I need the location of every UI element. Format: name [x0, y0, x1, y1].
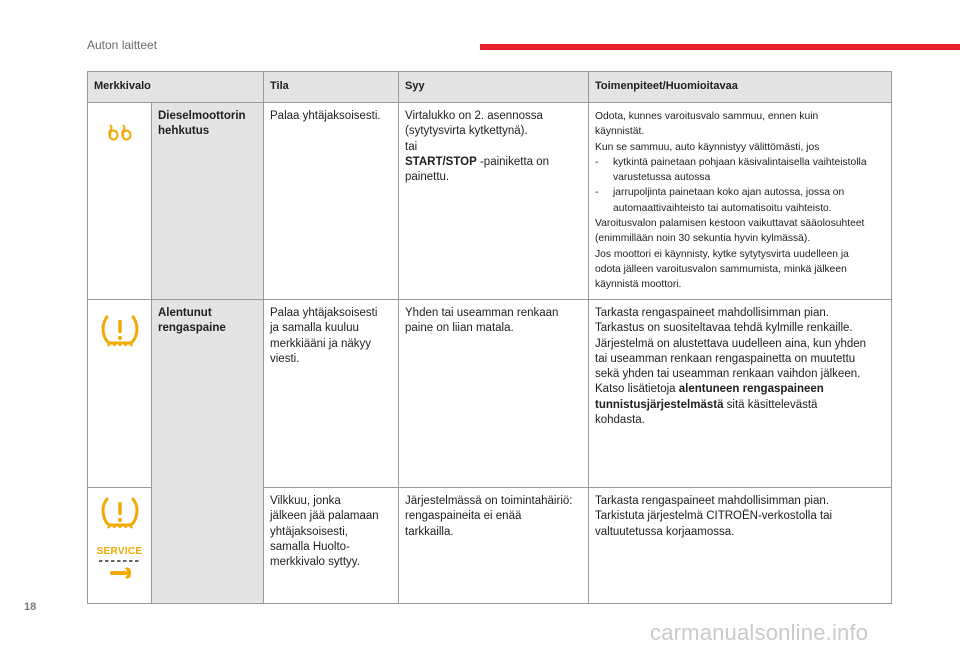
state-text: Palaa yhtäjaksoisesti: [270, 307, 378, 319]
lamp-name: [152, 300, 264, 604]
page-number: 18: [24, 601, 37, 613]
icon-cell: [88, 103, 152, 300]
tyre-pressure-warning-icon: [100, 496, 140, 532]
tyre-pressure-warning-icon: [100, 314, 140, 350]
cause-text: Virtalukko on 2. asennossa: [405, 110, 543, 122]
list-dash: -: [595, 187, 599, 199]
cause-text: Yhden tai useamman renkaan: [405, 307, 559, 319]
cause-cell: [399, 300, 589, 488]
cause-text-rest: -painiketta on: [476, 155, 550, 168]
cause-text: tarkkailla.: [405, 525, 454, 538]
accent-bar: [480, 44, 960, 50]
list-text: [613, 185, 844, 216]
lamp-name-line: hehkutus: [158, 125, 210, 138]
section-title: Auton laitteet: [87, 38, 158, 52]
cause-text: rengaspaineita ei enää: [405, 510, 522, 523]
action-text: odota jälleen varoitusvalon sammumista, minkä jälkeen: [595, 263, 847, 275]
cause-text: [405, 155, 582, 170]
action-cell: [589, 488, 892, 604]
table-header-row: [88, 72, 892, 103]
column-header-state: Tila: [264, 72, 399, 103]
state-cell: [264, 103, 399, 300]
action-text: Kun se sammuu, auto käynnistyy välittömästi, jos: [595, 141, 820, 153]
list-dash: -: [595, 156, 599, 168]
action-text: Tarkasta rengaspaineet mahdollisimman pian.: [595, 307, 829, 319]
cause-text: Järjestelmässä on toimintahäiriö:: [405, 495, 573, 507]
cause-cell: [399, 103, 589, 300]
state-text: merkkiääni ja näkyy: [270, 337, 371, 350]
cause-text: (sytytysvirta kytkettynä).: [405, 125, 528, 138]
cross-reference: tunnistusjärjestelmästä: [595, 398, 724, 411]
list-text: [613, 155, 867, 186]
column-header-cause: Syy: [399, 72, 589, 103]
cross-reference: alentuneen rengaspaineen: [678, 383, 824, 396]
cause-text: tai: [405, 140, 418, 153]
action-cell: [589, 300, 892, 488]
action-text: Varoitusvalon palamisen kestoon vaikuttavat sääolosuhteet: [595, 218, 865, 230]
state-text: ja samalla kuuluu: [270, 322, 359, 335]
cause-cell: [399, 488, 589, 604]
action-text: kohdasta.: [595, 414, 645, 427]
service-wrench-icon: [98, 558, 142, 582]
action-text: Tarkasta rengaspaineet mahdollisimman pian.: [595, 495, 829, 507]
cause-text: paine on liian matala.: [405, 322, 514, 335]
icon-cell: [88, 300, 152, 488]
watermark: carmanualsonline.info: [650, 620, 869, 645]
start-stop-label: START/STOP: [405, 155, 477, 168]
cause-text: painettu.: [405, 171, 450, 184]
action-text: Tarkistuta järjestelmä CITROËN-verkostolla tai: [595, 510, 833, 523]
lamp-name-line: Dieselmoottorin: [158, 110, 246, 122]
column-header-action: Toimenpiteet/Huomioitavaa: [589, 72, 892, 103]
action-text: [595, 398, 885, 413]
action-text: tai useamman renkaan rengaspainetta on muutettu: [595, 352, 856, 365]
action-text: valtuutetussa korjaamossa.: [595, 525, 735, 538]
action-text: Jos moottori ei käynnisty, kytke sytytysvirta uudelleen ja: [595, 248, 849, 260]
action-text: Järjestelmä on alustettava uudelleen aina, kun yhden: [595, 337, 867, 350]
action-text: sekä yhden tai useamman renkaan vaihdon jälkeen.: [595, 368, 861, 381]
lamp-name-line: Alentunut: [158, 307, 212, 319]
action-text: käynnistät.: [595, 126, 645, 138]
glow-plug-icon: [107, 123, 133, 141]
lamp-name-line: rengaspaine: [158, 322, 226, 335]
action-text: käynnistä moottori.: [595, 279, 682, 291]
action-text: (enimmillään noin 30 sekuntia hyvin kylmässä).: [595, 233, 811, 245]
action-cell: [589, 103, 892, 300]
state-text: samalla Huolto-: [270, 540, 350, 553]
service-label: SERVICE: [96, 546, 143, 557]
action-text: Tarkastus on suositeltavaa tehdä kylmille renkaille.: [595, 322, 853, 335]
icon-cell: [88, 488, 152, 604]
list-item: [595, 155, 885, 186]
state-cell: [264, 300, 399, 488]
list-text-line: kytkintä painetaan pohjaan käsivalintaisella vaihteistolla: [613, 156, 867, 168]
action-text-part: Katso lisätietoja: [595, 383, 679, 396]
lamp-name: [152, 103, 264, 300]
list-item: [595, 185, 885, 216]
state-text: Palaa yhtäjaksoisesti.: [270, 110, 381, 122]
state-text: jälkeen jää palamaan: [270, 510, 379, 523]
action-text-part: sitä käsittelevästä: [723, 398, 818, 411]
state-text: Vilkkuu, jonka: [270, 495, 341, 507]
table-row-low-tyre-pressure: [88, 300, 892, 488]
list-text-line: automaattivaihteisto tai automatisoitu vaihteisto.: [613, 202, 832, 214]
state-text: merkkivalo syttyy.: [270, 556, 360, 569]
column-header-lamp: Merkkivalo: [88, 72, 264, 103]
list-text-line: jarrupoljinta painetaan koko ajan autossa, jossa on: [613, 187, 845, 199]
warning-lamp-table: [87, 71, 892, 604]
state-text: yhtäjaksoisesti,: [270, 525, 348, 538]
list-text-line: varustetussa autossa: [613, 172, 711, 184]
action-text: Odota, kunnes varoitusvalo sammuu, ennen kuin: [595, 111, 819, 122]
state-text: viesti.: [270, 352, 300, 365]
state-cell: [264, 488, 399, 604]
action-text: [595, 382, 885, 397]
table-row-glow-plugs: [88, 103, 892, 300]
